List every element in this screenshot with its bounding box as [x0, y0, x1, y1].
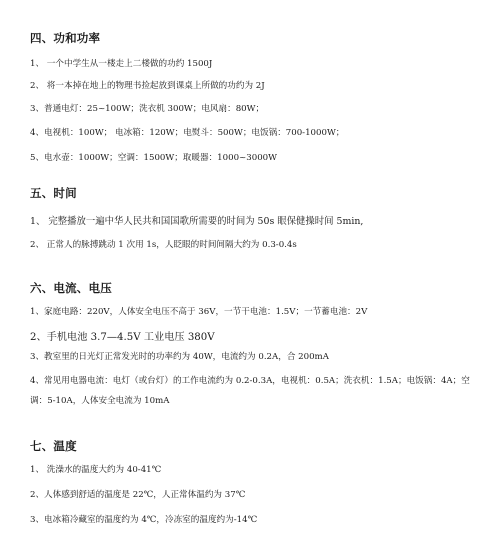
- list-item: 1、家庭电路：220V，人体安全电压不高于 36V，一节干电池：1.5V；一节蓄电池：2V: [30, 307, 368, 317]
- section-heading-temperature: 七、温度: [30, 439, 77, 453]
- list-item: 3、教室里的日光灯正常发光时的功率约为 40W，电流约为 0.2A，合 200mA: [30, 352, 329, 362]
- section-heading-current-voltage: 六、电流、电压: [30, 281, 112, 295]
- list-item: 1、 完整播放一遍中华人民共和国国歌所需要的时间为 50s 眼保健操时间 5min,: [30, 216, 364, 227]
- list-item: 2、 将一本掉在地上的物理书捡起放到课桌上所做的功约为 2J: [30, 81, 265, 91]
- list-item: 4、电视机：100W； 电冰箱：120W；电熨斗：500W；电饭锅：700-1000W；: [30, 128, 345, 138]
- list-item: 5、电水壶：1000W；空调：1500W；取暖器：1000~3000W: [30, 153, 277, 163]
- list-item: 2、 正常人的脉搏跳动 1 次用 1s，人眨眼的时间间隔大约为 0.3-0.4s: [30, 240, 297, 250]
- list-item: 3、普通电灯：25~100W；洗衣机 300W；电风扇：80W；: [30, 104, 265, 114]
- list-item: 2、人体感到舒适的温度是 22℃，人正常体温约为 37℃: [30, 490, 246, 500]
- list-item: 2、手机电池 3.7—4.5V 工业电压 380V: [30, 332, 215, 343]
- list-item: 1、 洗澡水的温度大约为 40-41℃: [30, 465, 162, 475]
- list-item: 3、电冰箱冷藏室的温度约为 4℃，冷冻室的温度约为-14℃: [30, 515, 258, 525]
- section-heading-work-power: 四、功和功率: [30, 31, 101, 45]
- section-heading-time: 五、时间: [30, 186, 77, 200]
- list-item: 4、常见用电器电流：电灯（或台灯）的工作电流约为 0.2-0.3A，电视机：0.5A；洗衣机：1.5A；电饭锅：4A；空调：5-10A，人体安全电流为 10mA: [30, 376, 470, 406]
- list-item: 1、 一个中学生从一楼走上二楼做的功约 1500J: [30, 59, 213, 69]
